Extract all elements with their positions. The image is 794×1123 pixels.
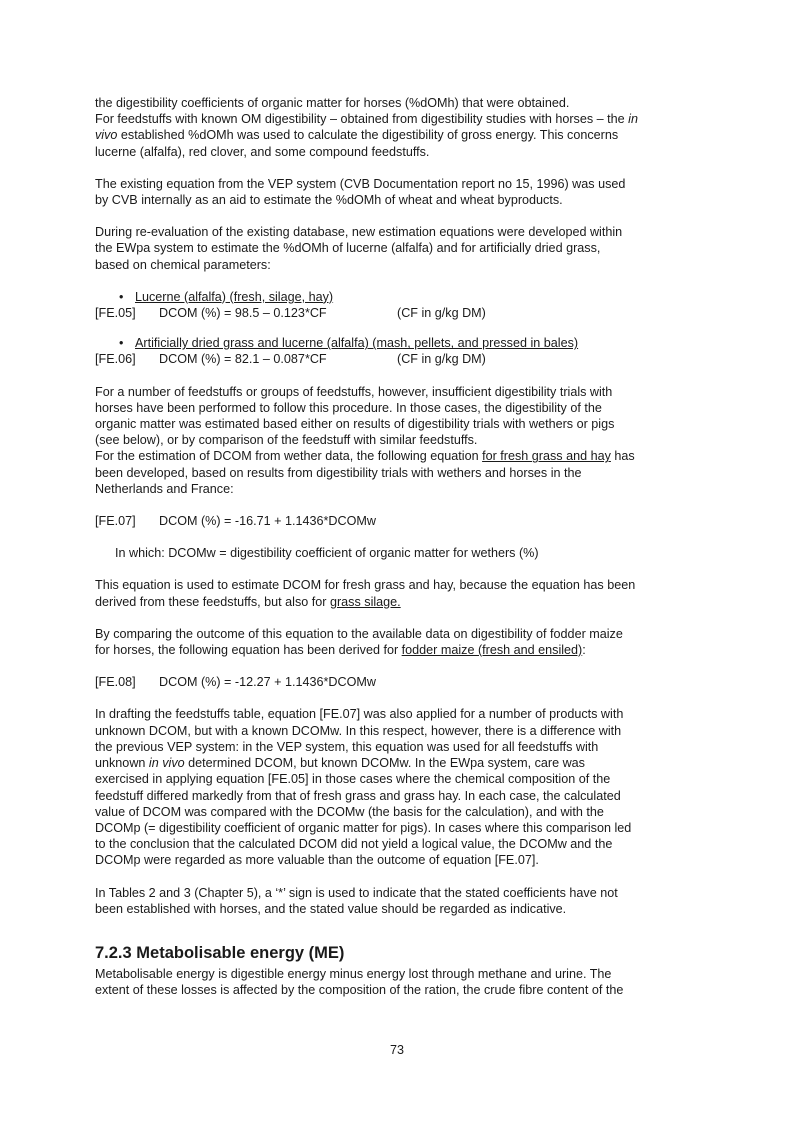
text-line: by CVB internally as an aid to estimate the %dOMh of wheat and wheat byproducts. <box>95 193 563 208</box>
text-line: extent of these losses is affected by the composition of the ration, the crude fibre content of the <box>95 983 624 998</box>
bullet-icon: • <box>119 336 124 351</box>
text-line: unknown <box>95 756 149 771</box>
text-line: Netherlands and France: <box>95 481 234 496</box>
bullet-icon: • <box>119 289 124 304</box>
equation-code: [FE.07] <box>95 514 136 529</box>
paragraph-3 <box>95 224 705 273</box>
text-line: the previous VEP system: in the VEP system, this equation was used for all feedstuffs with <box>95 739 599 754</box>
text-line: value of DCOM was compared with the DCOMw (the basis for the calculation), and with the <box>95 804 604 819</box>
text-line: Metabolisable energy is digestible energy minus energy lost through methane and urine. The <box>95 966 612 981</box>
text-line: the EWpa system to estimate the %dOMh of lucerne (alfalfa) and for artificially dried grass, <box>95 241 601 256</box>
text-line: based on chemical parameters: <box>95 257 271 272</box>
text-line: feedstuff differed markedly from that of fresh grass and grass hay. In each case, the calculated <box>95 788 621 803</box>
text-line: : <box>582 643 586 658</box>
definition-dcomw: In which: DCOMw = digestibility coefficient of organic matter for wethers (%) <box>115 546 539 561</box>
equation-unit: (CF in g/kg DM) <box>397 352 486 367</box>
equation-code: [FE.05] <box>95 306 136 321</box>
equation-fe05 <box>95 305 705 321</box>
bullet-dried-grass <box>95 335 705 351</box>
paragraph-4 <box>95 384 705 497</box>
text-line: to the conclusion that the calculated DCOM did not yield a logical value, the DCOMw and the <box>95 837 613 852</box>
text-line: exercised in applying equation [FE.05] in those cases where the chemical composition of the <box>95 772 611 787</box>
text-line: In Tables 2 and 3 (Chapter 5), a ‘*’ sign is used to indicate that the stated coefficients have not <box>95 885 618 900</box>
paragraph-9 <box>95 966 705 998</box>
text-line: determined DCOM, but known DCOMw. In the EWpa system, care was <box>184 756 585 771</box>
equation-fe07 <box>95 513 705 529</box>
paragraph-7 <box>95 706 705 868</box>
text-line: In drafting the feedstuffs table, equation [FE.07] was also applied for a number of products with <box>95 707 624 722</box>
text-line: unknown DCOM, but with a known DCOMw. In this respect, however, there is a difference with <box>95 723 622 738</box>
text-line: for horses, the following equation has been derived for <box>95 643 402 658</box>
text-line: the digestibility coefficients of organic matter for horses (%dOMh) that were obtained. <box>95 96 570 110</box>
equation-formula: DCOM (%) = -16.71 + 1.1436*DCOMw <box>159 514 376 529</box>
paragraph-2 <box>95 176 705 208</box>
underlined-text: fodder maize (fresh and ensiled) <box>401 643 583 658</box>
italic-text: vivo <box>95 128 118 143</box>
bullet-lucerne <box>95 289 705 305</box>
italic-text: in vivo <box>148 756 185 771</box>
equation-fe08 <box>95 674 705 690</box>
equation-code: [FE.08] <box>95 675 136 690</box>
italic-text: in <box>628 112 638 127</box>
equation-fe06 <box>95 351 705 367</box>
paragraph-6 <box>95 626 705 658</box>
text-line: has <box>610 449 635 464</box>
equation-unit: (CF in g/kg DM) <box>397 306 486 321</box>
page-body <box>95 95 705 998</box>
text-line: DCOMp were regarded as more valuable than the outcome of equation [FE.07]. <box>95 853 539 868</box>
text-line: horses have been performed to follow this procedure. In those cases, the digestibility of the <box>95 400 602 415</box>
text-line: established %dOMh was used to calculate the digestibility of gross energy. This concerns <box>117 128 619 143</box>
equation-code: [FE.06] <box>95 352 136 367</box>
underlined-text: grass silage. <box>329 594 401 609</box>
text-line: derived from these feedstuffs, but also for <box>95 594 330 609</box>
paragraph-5 <box>95 577 705 609</box>
page-number: 73 <box>389 1043 404 1057</box>
text-line: During re-evaluation of the existing database, new estimation equations were developed within <box>95 225 623 240</box>
section-heading: 7.2.3 Metabolisable energy (ME) <box>95 943 345 962</box>
text-line: The existing equation from the VEP system (CVB Documentation report no 15, 1996) was used <box>95 176 626 191</box>
text-line: (see below), or by comparison of the feedstuff with similar feedstuffs. <box>95 433 478 448</box>
bullet-label: Lucerne (alfalfa) (fresh, silage, hay) <box>135 289 334 304</box>
equation-formula: DCOM (%) = 82.1 – 0.087*CF <box>159 352 327 367</box>
text-line: For the estimation of DCOM from wether data, the following equation <box>95 449 483 464</box>
paragraph-1 <box>95 95 705 160</box>
text-line: DCOMp (= digestibility coefficient of organic matter for pigs). In cases where this comparison led <box>95 820 632 835</box>
text-line: By comparing the outcome of this equation to the available data on digestibility of fodder maize <box>95 626 623 641</box>
underlined-text: for fresh grass and hay <box>482 449 611 464</box>
text-line: For a number of feedstuffs or groups of feedstuffs, however, insufficient digestibility trials with <box>95 384 613 399</box>
text-line: For feedstuffs with known OM digestibility – obtained from digestibility studies with horses – the <box>95 112 629 127</box>
paragraph-8 <box>95 885 705 917</box>
text-line: lucerne (alfalfa), red clover, and some compound feedstuffs. <box>95 144 430 159</box>
equation-formula: DCOM (%) = 98.5 – 0.123*CF <box>159 306 327 321</box>
text-line: been developed, based on results from digestibility trials with wethers and horses in the <box>95 465 582 480</box>
equation-formula: DCOM (%) = -12.27 + 1.1436*DCOMw <box>159 675 376 690</box>
text-line: This equation is used to estimate DCOM for fresh grass and hay, because the equation has been <box>95 578 636 593</box>
text-line: been established with horses, and the stated value should be regarded as indicative. <box>95 901 567 916</box>
bullet-label: Artificially dried grass and lucerne (alfalfa) (mash, pellets, and pressed in bales) <box>135 336 579 351</box>
text-line: organic matter was estimated based either on results of digestibility trials with wethers or pigs <box>95 417 615 432</box>
